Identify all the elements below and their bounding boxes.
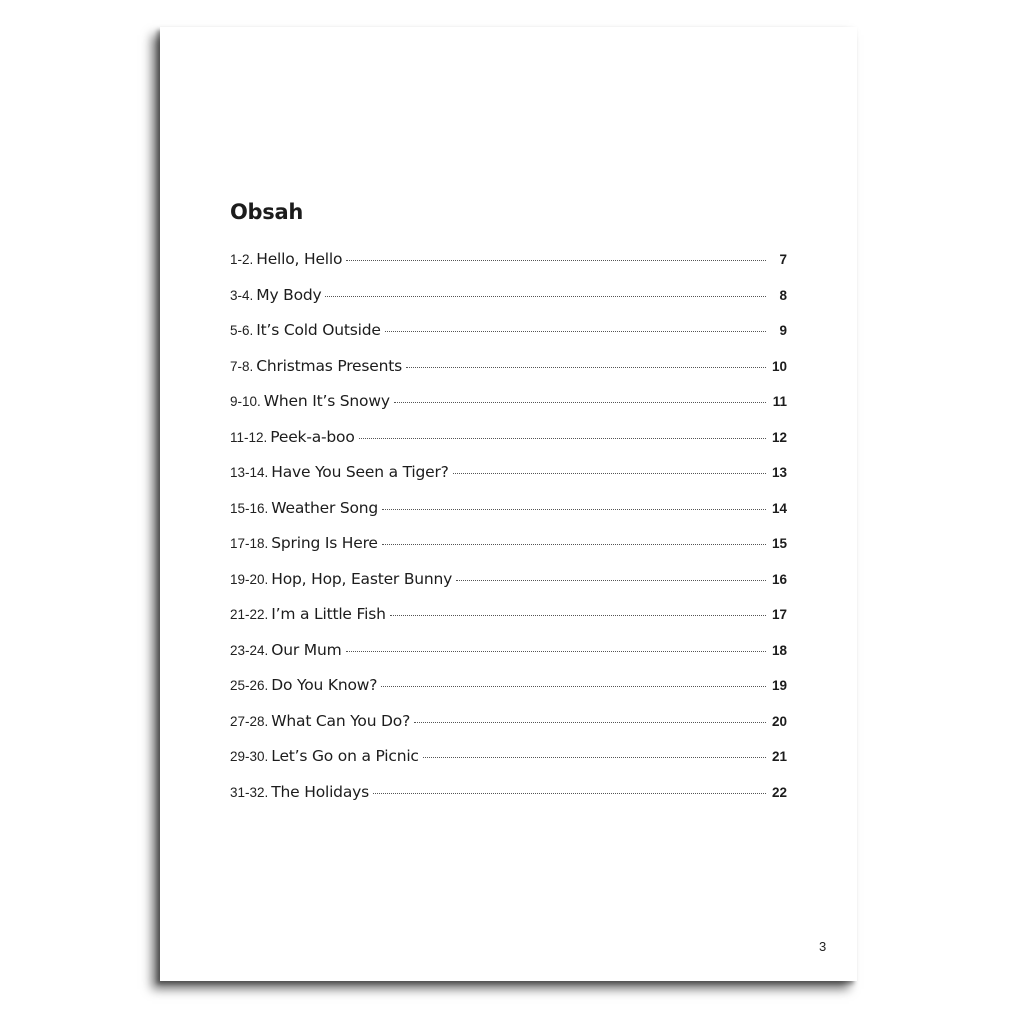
toc-entry [230,392,787,428]
toc-entry-title: Hop, Hop, Easter Bunny [271,569,453,588]
toc-entry-page: 7 [779,252,787,267]
toc-entry [230,286,787,322]
toc-entry-number: 3-4. [230,287,254,303]
toc-entry [230,428,787,464]
toc-entry-number: 13-14. [230,465,269,480]
toc-entry-page: 22 [771,784,787,800]
toc-entry [230,499,787,535]
toc-entry-number: 1-2. [230,252,254,267]
toc-entry-number: 21-22. [230,607,269,622]
toc-entry-page: 18 [771,642,787,658]
toc-entry-number: 5-6. [230,323,254,338]
toc-entry-page: 15 [771,536,787,551]
toc-entry [230,783,787,819]
dot-leader [406,367,766,368]
toc-entry-title: What Can You Do? [271,711,411,730]
dot-leader [373,793,766,794]
toc-entry [230,712,787,748]
dot-leader [346,651,766,652]
toc-entry-title: Hello, Hello [256,250,343,268]
toc-entry-number: 19-20. [230,571,269,587]
toc-entry [230,747,787,783]
table-of-contents [230,250,787,818]
toc-entry-number: 15-16. [230,500,269,516]
toc-entry-number: 17-18. [230,536,269,551]
toc-entry-title: Weather Song [271,498,379,517]
toc-entry-page: 10 [771,358,787,374]
dot-leader [359,438,766,439]
dot-leader [394,402,766,403]
toc-entry-title: The Holidays [271,782,369,801]
toc-entry [230,570,787,606]
toc-entry-page: 14 [771,500,787,516]
toc-entry-page: 13 [771,465,787,480]
dot-leader [385,331,766,332]
dot-leader [423,757,766,758]
toc-entry [230,641,787,677]
toc-entry-number: 31-32. [230,784,269,800]
toc-entry-page: 16 [771,571,787,587]
toc-entry [230,357,787,393]
toc-entry-title: Have You Seen a Tiger? [271,463,449,481]
toc-entry-title: It’s Cold Outside [256,321,381,339]
toc-entry-title: Let’s Go on a Picnic [271,747,419,765]
toc-entry-title: Our Mum [271,640,342,659]
toc-entry-page: 11 [772,394,787,409]
toc-entry-page: 20 [771,713,787,729]
toc-entry-number: 27-28. [230,713,269,729]
toc-entry-title: I’m a Little Fish [271,605,386,623]
toc-entry-number: 9-10. [230,394,261,409]
page-number: 3 [819,939,827,954]
toc-entry [230,676,787,712]
toc-entry-number: 29-30. [230,749,269,764]
toc-entry-title: Christmas Presents [256,356,402,375]
dot-leader [382,544,766,545]
toc-entry [230,534,787,570]
toc-entry [230,463,787,499]
document-page [160,27,857,981]
toc-entry-page: 9 [779,323,787,338]
toc-entry-title: Do You Know? [271,676,378,694]
toc-entry [230,250,787,286]
toc-entry-title: Spring Is Here [271,534,378,552]
dot-leader [382,509,766,510]
toc-entry-page: 19 [771,678,787,693]
dot-leader [414,722,766,723]
page-title: Obsah [230,200,304,224]
dot-leader [453,473,766,474]
dot-leader [456,580,766,581]
toc-entry-title: My Body [256,285,322,304]
toc-entry-page: 21 [771,749,787,764]
toc-entry-title: Peek-a-boo [270,427,355,446]
toc-entry-page: 8 [779,287,787,303]
toc-entry [230,605,787,641]
dot-leader [346,260,766,261]
toc-entry-number: 25-26. [230,678,269,693]
toc-entry-number: 7-8. [230,358,254,374]
dot-leader [390,615,766,616]
dot-leader [381,686,766,687]
toc-entry-page: 17 [771,607,787,622]
toc-entry-number: 11-12. [230,429,268,445]
dot-leader [325,296,766,297]
toc-entry [230,321,787,357]
toc-entry-title: When It’s Snowy [263,392,390,410]
toc-entry-number: 23-24. [230,642,269,658]
toc-entry-page: 12 [771,429,787,445]
